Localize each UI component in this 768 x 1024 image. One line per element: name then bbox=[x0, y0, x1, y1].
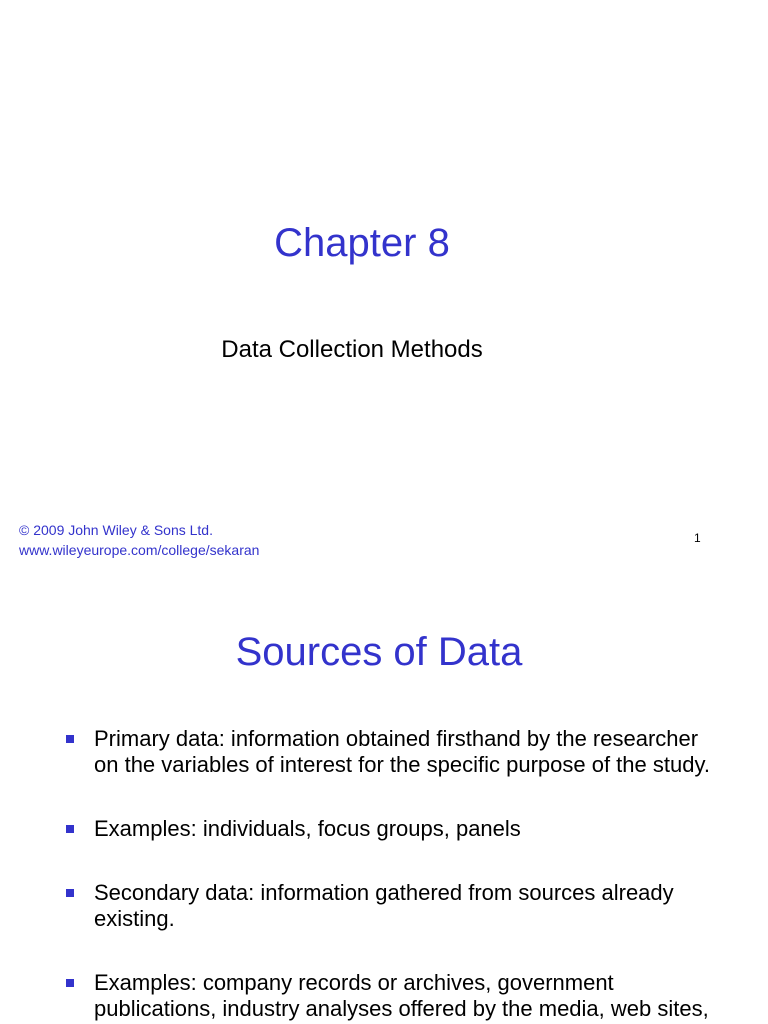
bullet-text: Examples: company records or archives, government publications, industry analyses offered by the media, web sites, bbox=[94, 970, 709, 1021]
section-title: Sources of Data bbox=[235, 630, 523, 674]
copyright-notice bbox=[19, 520, 259, 560]
publisher-url: www.wileyeurope.com/college/sekaran bbox=[19, 542, 260, 558]
bullet-text: Primary data: information obtained firsthand by the researcher on the variables of interest for the specific purpose of the study. bbox=[94, 726, 710, 777]
bullet-item-primary-data bbox=[66, 726, 726, 778]
square-bullet-icon bbox=[66, 979, 74, 987]
bullet-text: Examples: individuals, focus groups, panels bbox=[94, 816, 521, 841]
bullet-item-secondary-examples bbox=[66, 970, 726, 1022]
bullet-item-primary-examples bbox=[66, 816, 726, 842]
square-bullet-icon bbox=[66, 825, 74, 833]
chapter-title: Chapter 8 bbox=[274, 221, 450, 265]
copyright-line: © 2009 John Wiley & Sons Ltd. bbox=[19, 522, 213, 538]
slide-sources-of-data bbox=[0, 576, 768, 1024]
chapter-subtitle: Data Collection Methods bbox=[221, 336, 483, 363]
bullet-list bbox=[66, 726, 726, 1024]
page-number: 1 bbox=[694, 531, 701, 545]
square-bullet-icon bbox=[66, 735, 74, 743]
bullet-item-secondary-data bbox=[66, 880, 726, 932]
square-bullet-icon bbox=[66, 889, 74, 897]
bullet-text: Secondary data: information gathered from sources already existing. bbox=[94, 880, 674, 931]
